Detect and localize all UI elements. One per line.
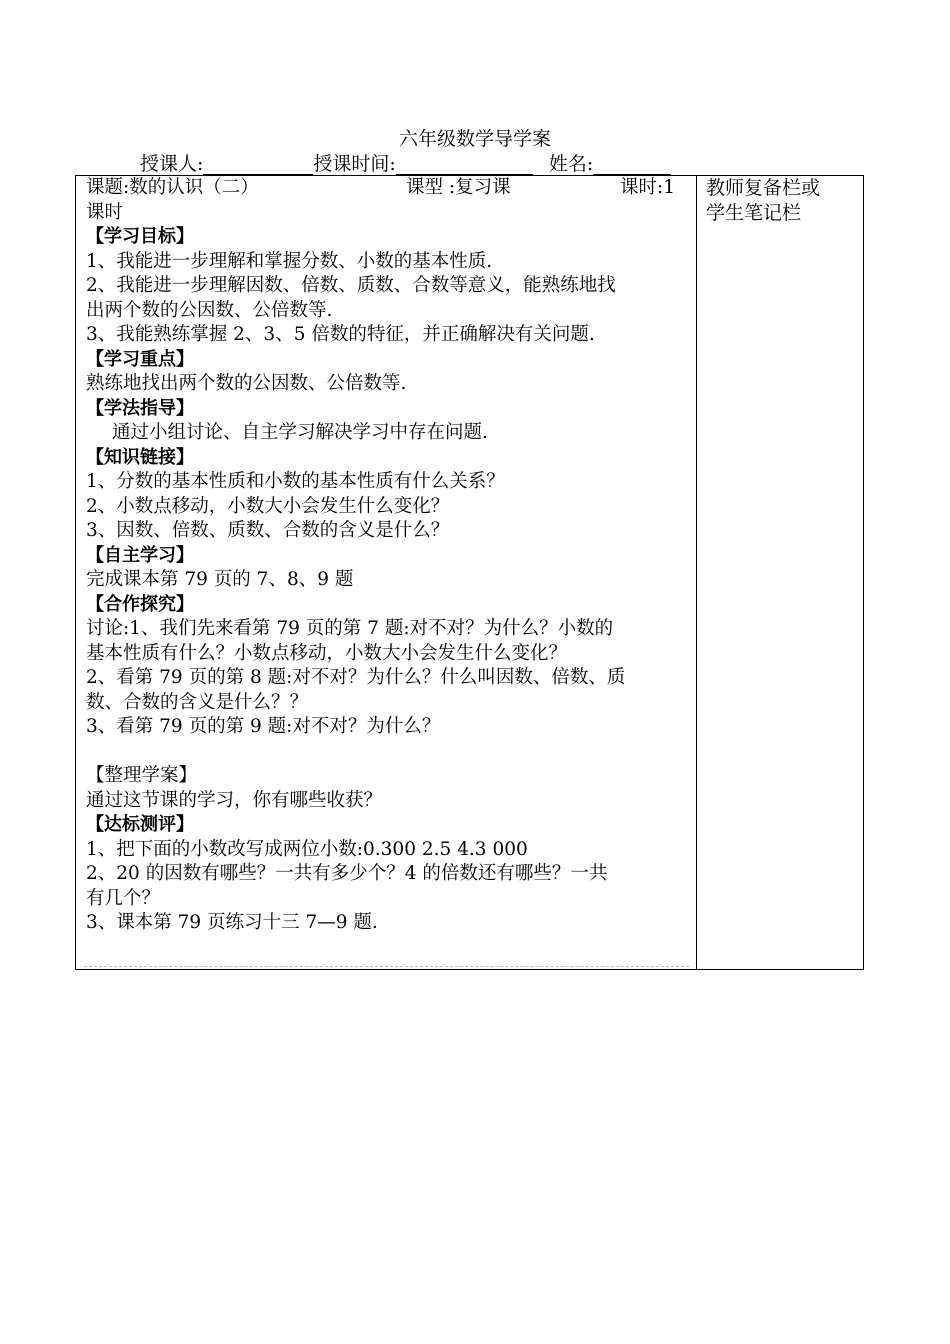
self-study-heading: 【自主学习】: [86, 544, 194, 566]
method-line-1: 通过小组讨论、自主学习解决学习中存在问题.: [112, 422, 488, 443]
cooperation-line-3: 2、看第 79 页的第 8 题:对不对？为什么？什么叫因数、倍数、质: [86, 667, 626, 688]
method-heading: 【学法指导】: [86, 397, 194, 419]
time-label: 授课时间:: [313, 153, 396, 175]
lesson-topic: 课题:数的认识（二）: [86, 177, 259, 198]
goal-line-4: 3、我能熟练掌握 2、3、5 倍数的特征，并正确解决有关问题.: [86, 324, 595, 345]
goal-line-2: 2、我能进一步理解因数、倍数、质数、合数等意义，能熟练地找: [86, 275, 616, 296]
lesson-type: 课型 :复习课: [406, 177, 511, 198]
links-heading: 【知识链接】: [86, 446, 194, 468]
summary-line-1: 通过这节课的学习，你有哪些收获？: [86, 789, 383, 811]
time-blank: [396, 154, 533, 175]
focus-line-1: 熟练地找出两个数的公因数、公倍数等.: [86, 373, 407, 394]
teacher-label: 授课人:: [140, 153, 204, 175]
assessment-line-2: 2、20 的因数有哪些？一共有多少个？4 的倍数还有哪些？一共: [86, 863, 608, 884]
bottom-dashed-line: [84, 966, 689, 967]
self-study-line-1: 完成课本第 79 页的 7、8、9 题: [86, 569, 354, 590]
goals-heading: 【学习目标】: [86, 226, 194, 247]
cooperation-line-5: 3、看第 79 页的第 9 题:对不对？为什么？: [86, 716, 441, 737]
cooperation-line-4: 数、合数的含义是什么？？: [86, 691, 309, 713]
notes-column-title-2: 学生笔记栏: [706, 202, 802, 224]
cooperation-line-2: 基本性质有什么？小数点移动，小数大小会发生什么变化？: [86, 642, 568, 664]
links-line-3: 3、因数、倍数、质数、合数的含义是什么？: [86, 520, 450, 541]
cooperation-heading: 【合作探究】: [86, 593, 194, 615]
assessment-heading: 【达标测评】: [86, 814, 194, 835]
name-label: 姓名:: [548, 153, 594, 175]
blank-line: [86, 740, 690, 765]
lesson-header-row: [86, 176, 690, 201]
focus-heading: 【学习重点】: [86, 348, 194, 370]
summary-heading: 【整理学案】: [86, 765, 198, 786]
header-info-line: [140, 153, 671, 175]
main-column: [86, 176, 690, 936]
name-blank: [593, 154, 671, 175]
cooperation-line-1: 讨论:1、我们先来看第 79 页的第 7 题:对不对？为什么？小数的: [86, 618, 614, 639]
assessment-line-1: 1、把下面的小数改写成两位小数:0.300 2.5 4.3 000: [86, 838, 528, 860]
links-line-2: 2、小数点移动，小数大小会发生什么变化？: [86, 495, 450, 517]
lesson-hours-cont: 课时: [86, 201, 124, 223]
lesson-table: [75, 175, 864, 970]
document-title: 六年级数学导学案: [398, 128, 551, 150]
notes-column-title-1: 教师复备栏或: [706, 177, 821, 199]
goal-line-1: 1、我能进一步理解和掌握分数、小数的基本性质.: [86, 250, 493, 272]
goal-line-3: 出两个数的公因数、公倍数等.: [86, 299, 333, 321]
column-divider: [696, 176, 697, 969]
assessment-line-3: 有几个？: [86, 887, 161, 909]
notes-column: [706, 176, 856, 226]
teacher-blank: [203, 154, 313, 175]
assessment-line-4: 3、课本第 79 页练习十三 7—9 题.: [86, 912, 378, 933]
lesson-hours: 课时:1: [620, 177, 676, 198]
links-line-1: 1、分数的基本性质和小数的基本性质有什么关系？: [86, 471, 505, 492]
